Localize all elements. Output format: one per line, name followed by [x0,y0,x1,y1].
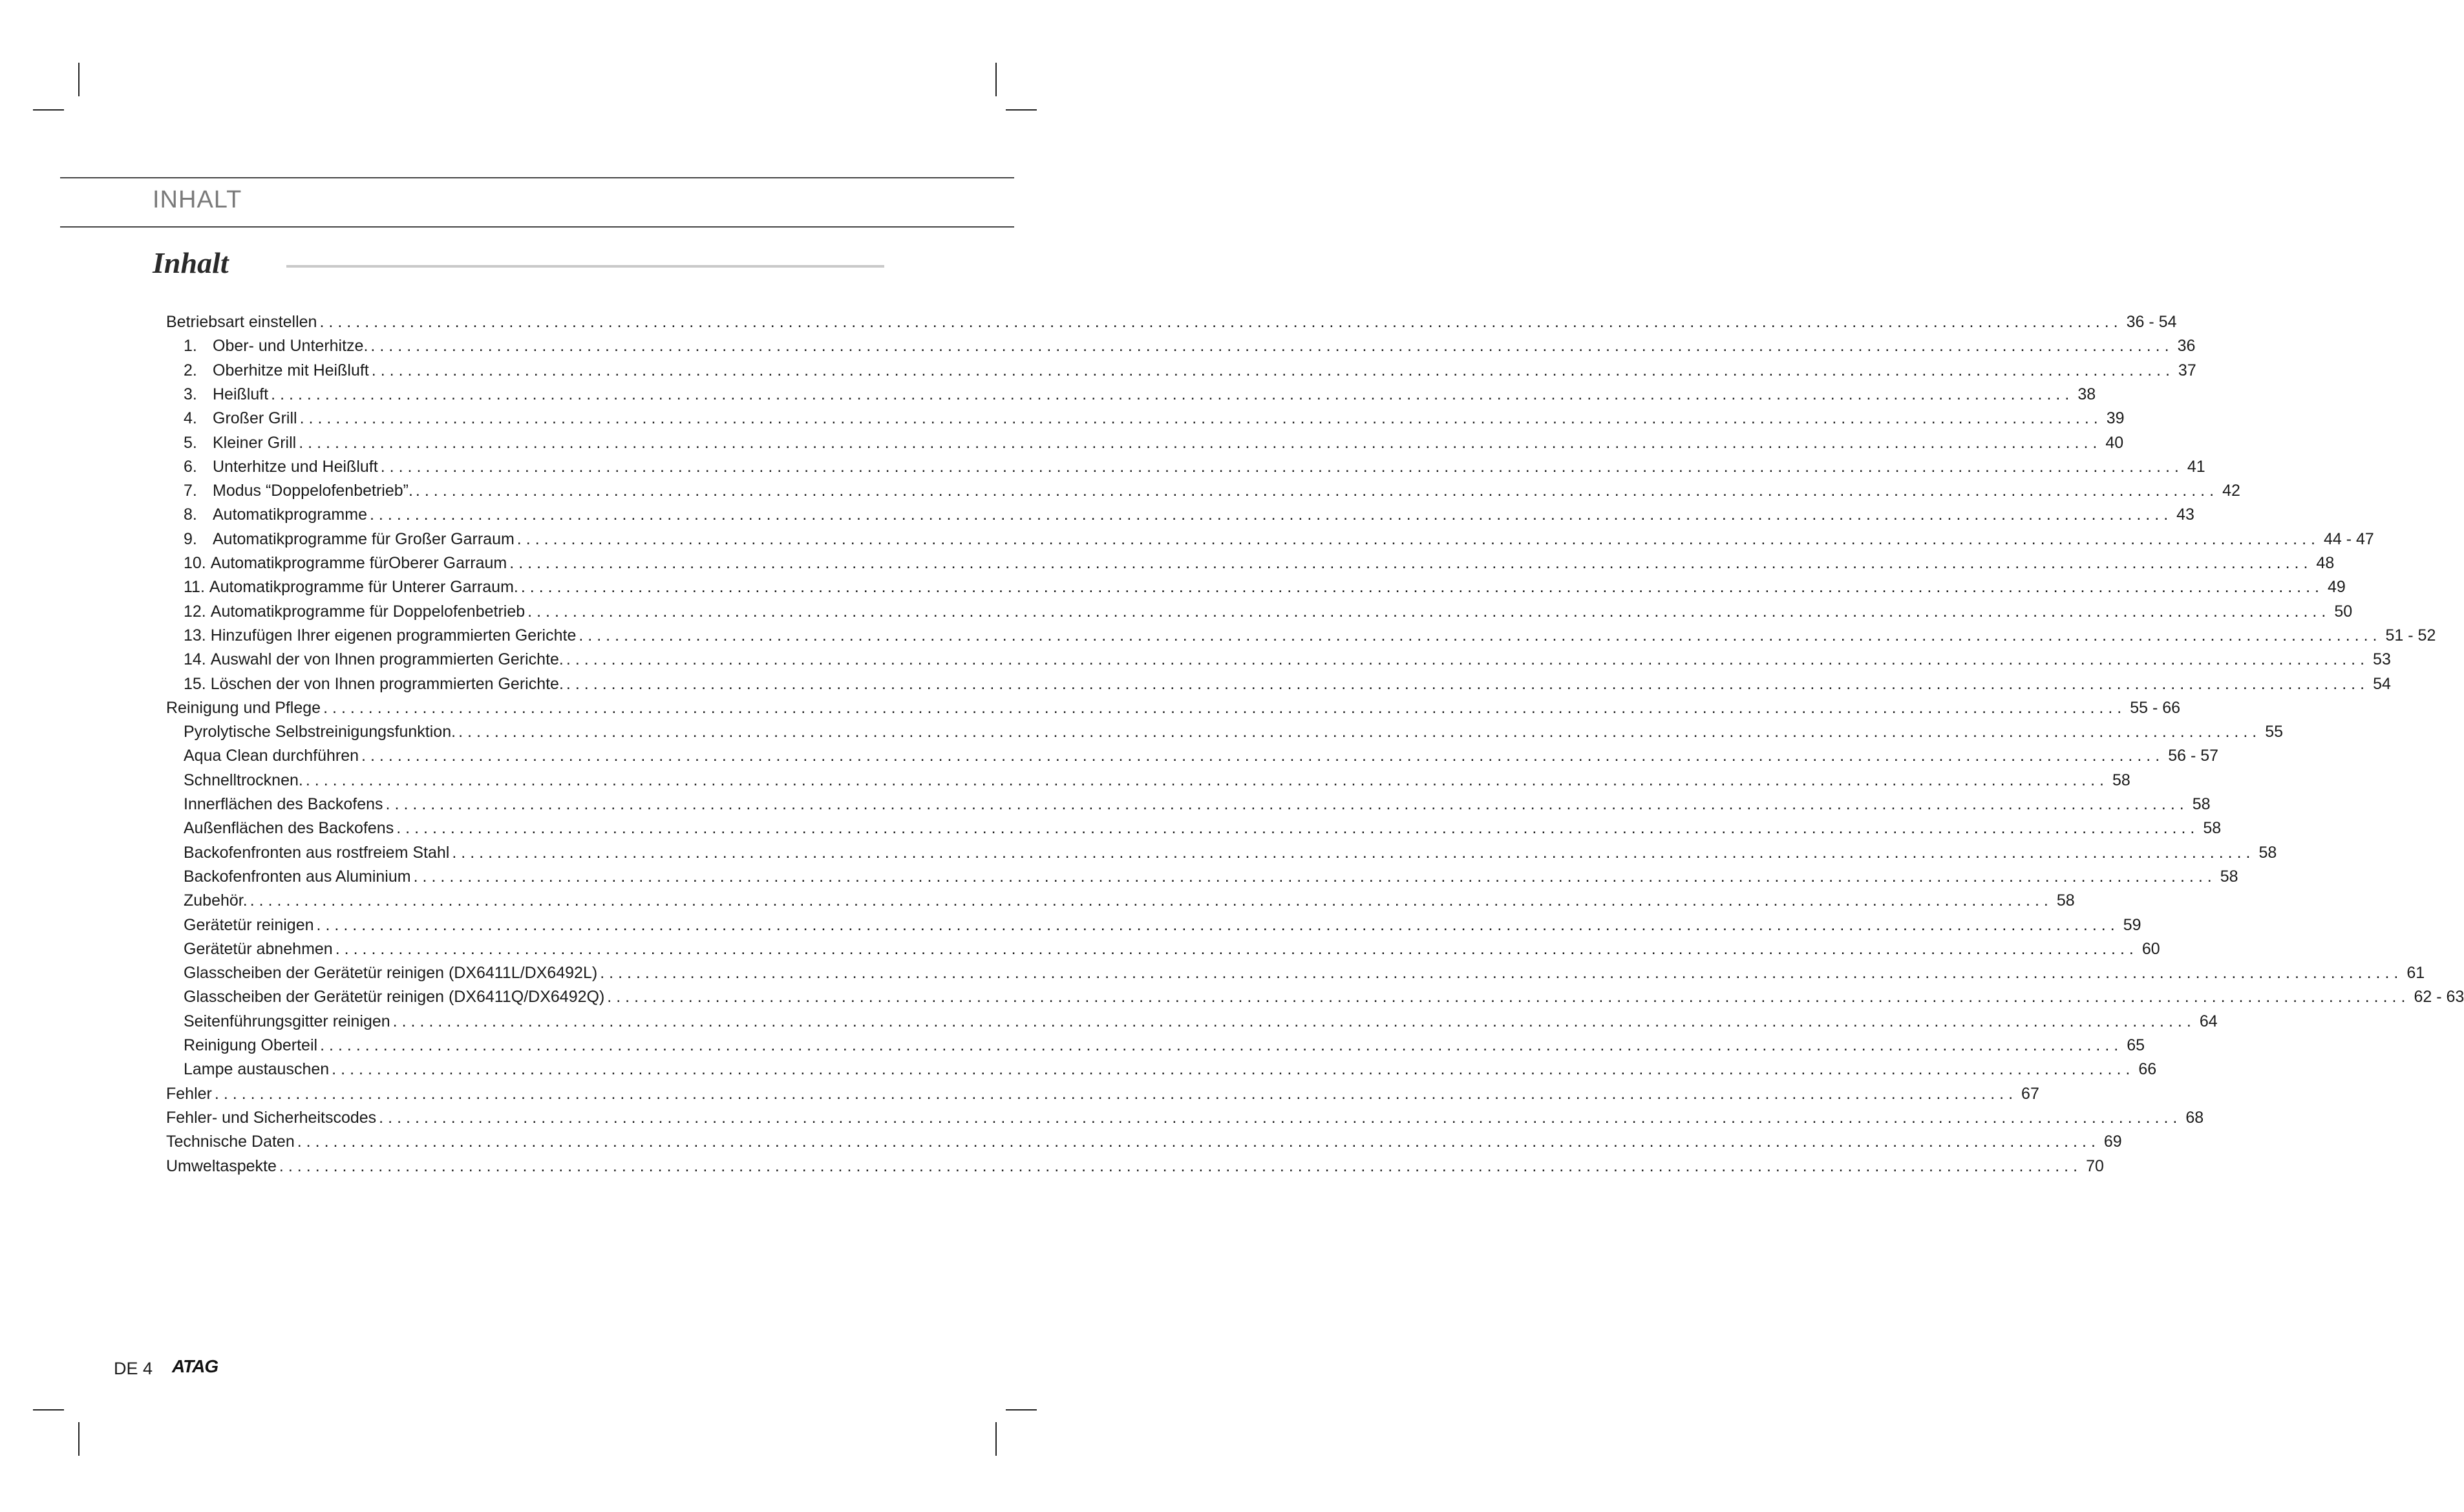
toc-dot-leader: ........................................................................................................................................................................................................ [214,1084,2018,1103]
toc-entry-page: 58 [2203,819,2222,838]
toc-entry-label: Automatikprogramme fürOberer Garraum [210,554,507,572]
toc-entry-label: Heißluft [213,385,269,403]
crop-mark [33,1409,64,1411]
toc-entry-number: 2. [184,361,197,379]
toc-entry-label: Automatikprogramme für Unterer Garraum. [209,578,518,597]
toc-entry-label: Fehler- und Sicherheitscodes [166,1108,377,1127]
toc-entry-label: Oberhitze mit Heißluft [213,361,369,379]
toc-dot-leader: ........................................................................................................................................................................................................ [452,843,2255,862]
toc-entry-number: 7. [184,482,197,500]
toc-dot-leader: ........................................................................................................................................................................................................ [332,1060,2135,1079]
toc-entry-page: 58 [2220,867,2238,886]
toc-entry-label: Umweltaspekte [166,1156,277,1175]
section-header: INHALT [153,186,242,213]
toc-entry[interactable] [184,600,2353,624]
toc-entry-label: Betriebsart einstellen [166,313,317,331]
toc-entry-label: Pyrolytische Selbstreinigungsfunktion. [184,723,456,741]
toc-entry-label: Ober- und Unterhitze. [213,337,368,356]
toc-entry-page: 65 [2127,1036,2145,1054]
toc-dot-leader: ........................................................................................................................................................................................................ [385,795,2189,813]
toc-entry-label: Automatikprogramme [213,506,367,524]
toc-entry-number: 6. [184,457,197,476]
toc-entry[interactable] [184,503,2194,527]
toc-dot-leader: ........................................................................................................................................................................................................ [600,964,2403,983]
crop-mark [78,1422,80,1456]
toc-entry-number: 5. [184,433,197,452]
toc-entry-label: Großer Grill [213,409,297,428]
toc-dot-leader: ........................................................................................................................................................................................................ [299,409,2103,428]
crop-mark [78,63,80,96]
toc-entry-page: 41 [2187,457,2205,476]
toc-entry-number: 1. [184,337,197,356]
toc-entry[interactable] [184,744,2219,768]
toc-entry[interactable] [184,793,2211,816]
toc-entry[interactable] [184,720,2284,744]
brand-logo: ATAG [172,1356,218,1376]
toc-entry-label: Zubehör. [184,891,248,910]
toc-entry[interactable] [184,648,2391,672]
toc-entry-label: Hinzufügen Ihrer eigenen programmierten Gerichte [210,626,577,644]
toc-entry[interactable] [184,383,2096,407]
toc-entry-number: 11. [184,578,205,597]
toc-entry-label: Löschen der von Ihnen programmierten Gerichte. [210,674,564,693]
toc-dot-leader: ........................................................................................................................................................................................................ [607,988,2410,1006]
toc-entry-number: 4. [184,409,197,428]
toc-dot-leader: ........................................................................................................................................................................................................ [305,771,2108,789]
toc-entry-label: Glasscheiben der Gerätetür reinigen (DX6411Q/DX6492Q) [184,988,605,1006]
toc-entry[interactable] [184,359,2196,383]
toc-entry-label: Schnelltrocknen. [184,771,303,789]
toc-entry-page: 36 - 54 [2126,313,2177,331]
toc-entry-page: 37 [2178,361,2196,379]
toc-entry[interactable] [166,1155,2104,1178]
toc-entry-page: 66 [2138,1060,2157,1079]
toc-entry[interactable] [166,696,2181,720]
toc-entry-label: Auswahl der von Ihnen programmierten Gerichte. [210,650,564,669]
toc-entry-label: Lampe austauschen [184,1060,330,1079]
header-bottom-rule [60,226,1014,228]
toc-entry-label: Kleiner Grill [213,433,297,452]
toc-dot-leader: ........................................................................................................................................................................................................ [323,698,2127,717]
toc-entry-page: 59 [2123,915,2141,934]
crop-mark [1006,109,1037,111]
toc-entry-number: 15. [184,674,206,693]
toc-entry-label: Automatikprogramme für Großer Garraum [213,529,515,548]
toc-dot-leader: ........................................................................................................................................................................................................ [279,1156,2083,1175]
toc-entry[interactable] [184,841,2277,865]
toc-dot-leader: ........................................................................................................................................................................................................ [250,891,2053,910]
toc-entry-label: Seitenführungsgitter reinigen [184,1012,390,1030]
toc-entry[interactable] [184,865,2238,889]
toc-entry-page: 62 - 63 [2414,988,2464,1006]
toc-entry-number: 8. [184,506,197,524]
toc-dot-leader: ........................................................................................................................................................................................................ [527,602,2331,621]
toc-dot-leader: ........................................................................................................................................................................................................ [369,506,2173,524]
toc-entry[interactable] [166,1130,2122,1154]
toc-entry[interactable] [184,479,2240,503]
toc-entry-page: 60 [2141,939,2160,958]
toc-entry-label: Gerätetür reinigen [184,915,314,934]
toc-entry[interactable] [184,672,2391,696]
toc-entry-label: Unterhitze und Heißluft [213,457,378,476]
toc-dot-leader: ........................................................................................................................................................................................................ [566,674,2370,693]
toc-entry-label: Automatikprogramme für Doppelofenbetrieb [210,602,526,621]
toc-entry[interactable] [184,985,2464,1009]
toc-entry[interactable] [184,334,2196,358]
toc-entry-page: 42 [2222,482,2240,500]
toc-entry-label: Backofenfronten aus rostfreiem Stahl [184,843,450,862]
toc-dot-leader: ........................................................................................................................................................................................................ [380,457,2183,476]
toc-dot-leader: ........................................................................................................................................................................................................ [316,915,2119,934]
toc-entry[interactable] [166,310,2177,334]
toc-dot-leader: ........................................................................................................................................................................................................ [509,554,2313,572]
toc-entry[interactable] [184,455,2205,479]
crop-mark [1006,1409,1037,1411]
toc-entry-page: 36 [2177,337,2196,356]
toc-entry-page: 39 [2106,409,2125,428]
toc-entry-page: 48 [2316,554,2335,572]
toc-entry-page: 49 [2328,578,2346,597]
toc-entry-page: 58 [2258,843,2277,862]
toc-entry-page: 40 [2105,433,2124,452]
toc-dot-leader: ........................................................................................................................................................................................................ [413,867,2216,886]
toc-dot-leader: ........................................................................................................................................................................................................ [396,819,2200,838]
toc-dot-leader: ........................................................................................................................................................................................................ [370,337,2174,356]
toc-entry-page: 53 [2373,650,2391,669]
toc-entry-label: Modus “Doppelofenbetrieb”. [213,482,413,500]
toc-dot-leader: ........................................................................................................................................................................................................ [379,1108,2182,1127]
toc-dot-leader: ........................................................................................................................................................................................................ [299,433,2102,452]
toc-dot-leader: ........................................................................................................................................................................................................ [271,385,2074,403]
toc-entry[interactable] [184,1058,2157,1081]
toc-dot-leader: ........................................................................................................................................................................................................ [319,313,2123,331]
toc-entry-label: Gerätetür abnehmen [184,939,333,958]
toc-entry-page: 51 - 52 [2385,626,2436,644]
toc-entry-label: Technische Daten [166,1133,295,1151]
toc-entry-page: 58 [2056,891,2075,910]
toc-entry-number: 13. [184,626,206,644]
toc-entry[interactable] [166,1106,2204,1130]
toc-dot-leader: ........................................................................................................................................................................................................ [297,1133,2100,1151]
toc-dot-leader: ........................................................................................................................................................................................................ [458,723,2262,741]
crop-mark [995,1422,997,1456]
toc-dot-leader: ........................................................................................................................................................................................................ [371,361,2174,379]
crop-mark [33,109,64,111]
toc-entry[interactable] [184,961,2425,985]
toc-entry[interactable] [184,769,2130,793]
toc-entry-page: 69 [2103,1133,2122,1151]
toc-dot-leader: ........................................................................................................................................................................................................ [579,626,2382,644]
toc-dot-leader: ........................................................................................................................................................................................................ [415,482,2219,500]
toc-dot-leader: ........................................................................................................................................................................................................ [335,939,2138,958]
footer-page-number: DE 4 [114,1359,153,1378]
toc-entry-page: 55 - 66 [2130,698,2181,717]
toc-entry-number: 3. [184,385,197,403]
toc-entry-page: 44 - 47 [2323,529,2374,548]
toc-entry-page: 54 [2373,674,2391,693]
toc-entry[interactable] [184,527,2374,551]
toc-entry-page: 70 [2086,1156,2104,1175]
toc-entry[interactable] [184,937,2160,961]
toc-entry-page: 68 [2185,1108,2204,1127]
toc-entry[interactable] [184,816,2222,840]
toc-entry[interactable] [184,551,2335,575]
toc-entry-page: 50 [2334,602,2353,621]
toc-entry-label: Reinigung Oberteil [184,1036,318,1054]
toc-entry-label: Backofenfronten aus Aluminium [184,867,411,886]
toc-entry-label: Außenflächen des Backofens [184,819,394,838]
title-rule [286,265,884,268]
toc-entry-page: 56 - 57 [2168,747,2219,765]
toc-entry-number: 14. [184,650,206,669]
toc-entry-page: 58 [2112,771,2130,789]
toc-entry-page: 43 [2176,506,2194,524]
toc-entry[interactable] [184,1034,2145,1058]
toc-dot-leader: ........................................................................................................................................................................................................ [320,1036,2123,1054]
toc-entry-number: 9. [184,529,197,548]
toc-dot-leader: ........................................................................................................................................................................................................ [566,650,2370,669]
toc-entry-label: Fehler [166,1084,212,1103]
toc-entry[interactable] [184,913,2141,937]
toc-entry-number: 12. [184,602,206,621]
toc-entry[interactable] [184,624,2436,648]
toc-entry-page: 38 [2077,385,2096,403]
toc-entry-page: 64 [2199,1012,2218,1030]
toc-entry[interactable] [184,889,2075,913]
toc-entry-page: 58 [2192,795,2211,813]
toc-entry-page: 55 [2265,723,2284,741]
toc-entry-page: 61 [2406,964,2425,983]
toc-entry-label: Aqua Clean durchführen [184,747,359,765]
toc-entry[interactable] [184,431,2124,455]
toc-entry[interactable] [184,575,2346,599]
toc-entry[interactable] [184,1010,2218,1034]
header-top-rule [60,177,1014,178]
toc-dot-leader: ........................................................................................................................................................................................................ [361,747,2165,765]
toc-dot-leader: ........................................................................................................................................................................................................ [520,578,2324,597]
toc-entry-label: Reinigung und Pflege [166,698,321,717]
toc-entry-label: Glasscheiben der Gerätetür reinigen (DX6411L/DX6492L) [184,964,598,983]
toc-entry-label: Innerflächen des Backofens [184,795,383,813]
toc-dot-leader: ........................................................................................................................................................................................................ [516,529,2320,548]
crop-mark [995,63,997,96]
page-title: Inhalt [153,246,229,279]
toc-dot-leader: ........................................................................................................................................................................................................ [392,1012,2196,1030]
toc-entry-number: 10. [184,554,206,572]
toc-entry[interactable] [184,407,2125,431]
toc-entry[interactable] [166,1082,2039,1106]
toc-entry-page: 67 [2021,1084,2039,1103]
